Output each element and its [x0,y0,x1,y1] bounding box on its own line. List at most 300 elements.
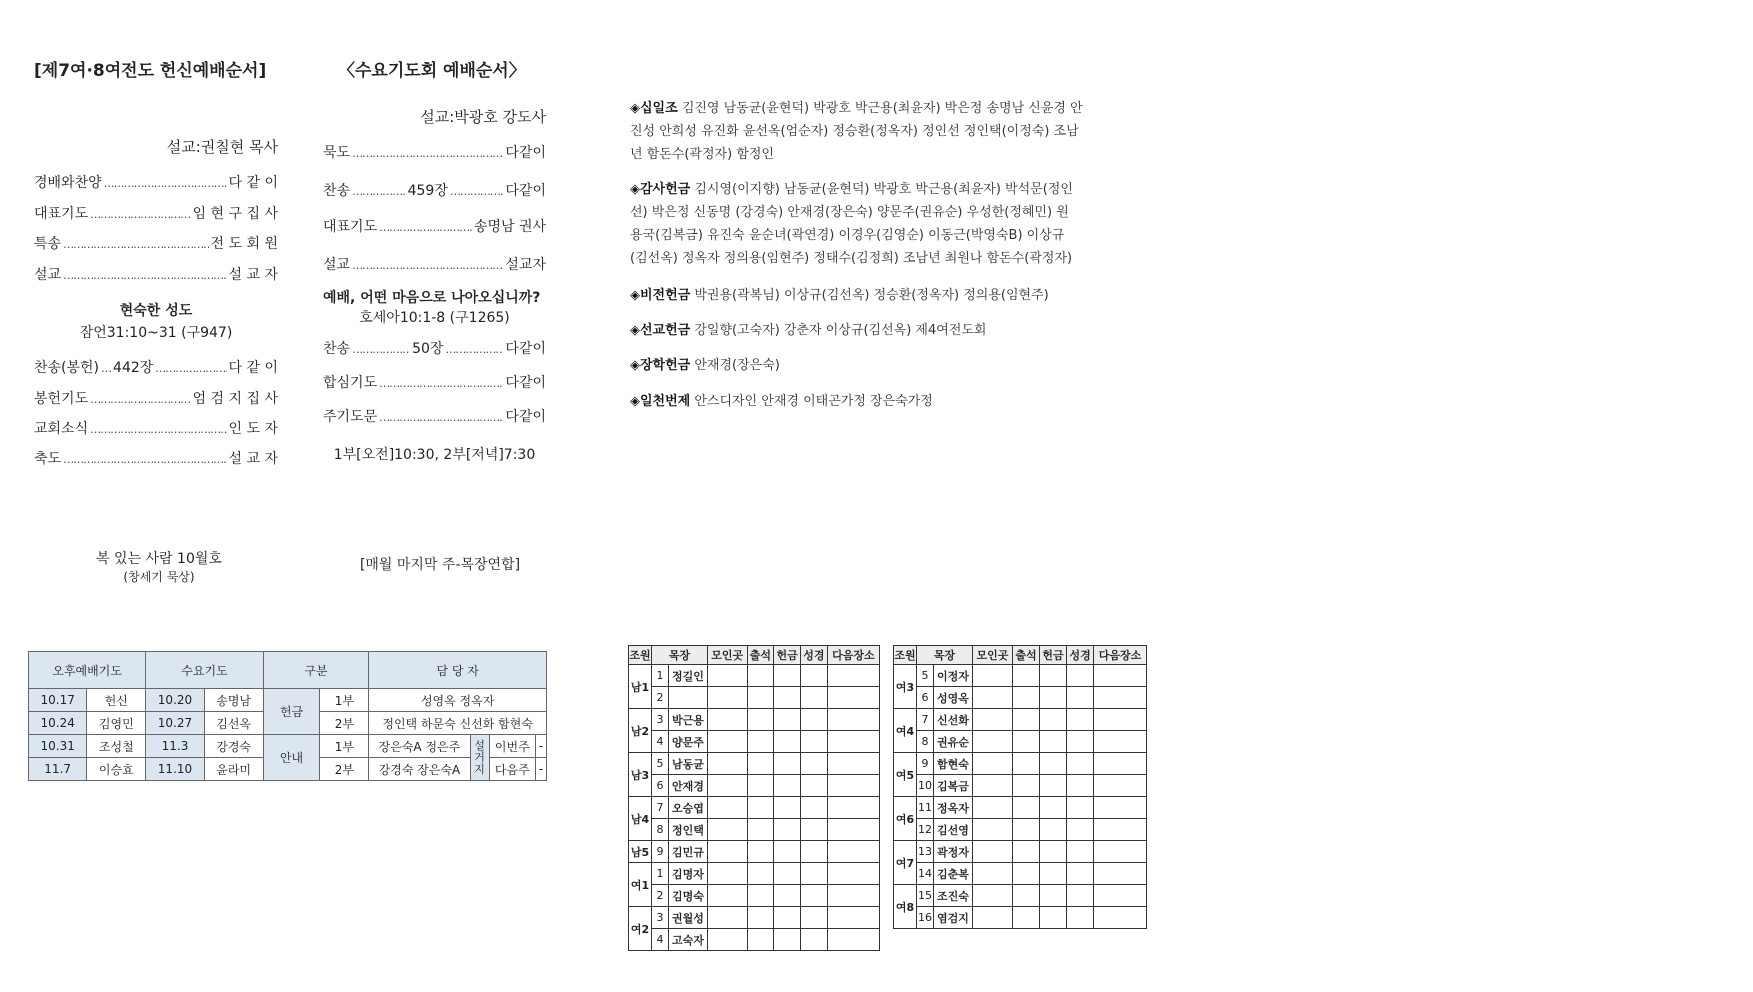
middle-scripture: 호세아10:1-8 (구1265) [359,310,510,326]
left-sermon-title: 현숙한 성도 [119,303,193,319]
offering-cell[interactable] [774,687,801,709]
member-number: 10 [917,775,934,797]
duty-header-row [29,652,547,689]
table-row [894,885,1147,907]
member-name: 오승엽 [669,797,708,819]
group-label: 여8 [894,885,917,929]
bible-cell[interactable] [800,863,827,885]
offering-cell[interactable] [1040,819,1067,841]
bible-cell[interactable] [800,841,827,863]
next-place-cell[interactable] [827,753,879,775]
next-place-cell[interactable] [1094,687,1147,709]
meet-place-cell[interactable] [708,665,748,687]
order-value: 설 교 자 [228,267,278,283]
duty-cell: 윤라미 [204,758,263,781]
middle-sermon-title: 예배, 어떤 마음으로 나아오십니까? [323,290,541,306]
offering-names: 용국(김복금) 유진숙 윤순녀(곽연경) 이경우(김영순) 이동근(박영숙B) 이상규 [630,228,1065,243]
group-label: 남1 [629,665,652,709]
offering-names: 년 함돈수(곽정자) 함정인 [630,147,774,162]
next-place-cell[interactable] [1094,797,1147,819]
member-number: 5 [652,753,669,775]
member-name: 함현숙 [934,753,973,775]
next-place-cell[interactable] [827,885,879,907]
attendance-header-row [894,646,1147,665]
left-order-row [34,357,278,377]
bible-cell[interactable] [800,885,827,907]
offering-cell[interactable] [1040,731,1067,753]
member-number: 8 [917,731,934,753]
attendance-header: 조원 [894,646,917,665]
bible-cell[interactable] [800,709,827,731]
bible-cell[interactable] [1067,753,1094,775]
offering-cell[interactable] [1040,709,1067,731]
attendance-cell[interactable] [1012,863,1039,885]
offering-label: ◈감사헌금 [630,182,691,197]
offering-line [630,354,1150,377]
bible-cell[interactable] [1067,819,1094,841]
member-name [669,687,708,709]
table-row [629,863,880,885]
order-value: 다같이 [505,375,546,391]
attendance-cell[interactable] [1012,841,1039,863]
meet-place-cell[interactable] [973,709,1013,731]
offering-cell[interactable] [1040,687,1067,709]
meet-place-cell[interactable] [708,775,748,797]
offering-line [630,201,1150,224]
bible-cell[interactable] [1067,687,1094,709]
duty-cell: 2부 [320,758,369,781]
member-number: 2 [652,885,669,907]
order-label: 합심기도 [323,375,378,391]
group-label: 여6 [894,797,917,841]
order-mid: 459장 [407,183,448,199]
attendance-cell[interactable] [1012,797,1039,819]
offering-cell[interactable] [1040,797,1067,819]
table-row [629,797,880,819]
bible-cell[interactable] [1067,841,1094,863]
next-place-cell[interactable] [1094,753,1147,775]
attendance-cell[interactable] [747,753,774,775]
offering-label: ◈일천번제 [630,394,691,409]
duty-header: 수요기도 [146,652,263,689]
table-row [894,907,1147,929]
attendance-cell[interactable] [747,687,774,709]
meet-place-cell[interactable] [973,907,1013,929]
member-name: 성영옥 [934,687,973,709]
table-row [894,797,1147,819]
meet-place-cell[interactable] [973,797,1013,819]
table-row [629,819,880,841]
middle-order-row [323,372,546,392]
attendance-cell[interactable] [1012,775,1039,797]
attendance-cell[interactable] [747,665,774,687]
order-label: 교회소식 [34,421,89,437]
next-place-cell[interactable] [827,797,879,819]
bible-cell[interactable] [800,687,827,709]
left-scripture: 잠언31:10~31 (구947) [79,325,233,341]
bible-cell[interactable] [1067,885,1094,907]
offering-line [630,120,1150,143]
member-name: 안재경 [669,775,708,797]
attendance-cell[interactable] [747,929,774,951]
offering-entry [630,97,1150,166]
attendance-header: 다음장소 [827,646,879,665]
order-mid: 50장 [412,341,444,357]
meet-place-cell[interactable] [708,885,748,907]
offering-line [630,284,1150,307]
attendance-cell[interactable] [747,863,774,885]
group-label: 여2 [629,907,652,951]
meet-place-cell[interactable] [708,709,748,731]
offering-entry [630,284,1150,307]
order-label: 대표기도 [323,219,378,235]
attendance-header: 목장 [917,646,973,665]
offering-cell[interactable] [774,775,801,797]
offering-label: ◈장학헌금 [630,358,691,373]
offering-names: 안스디자인 안재경 이태곤가정 장은숙가정 [694,394,933,409]
member-name: 곽정자 [934,841,973,863]
meet-place-cell[interactable] [973,863,1013,885]
middle-order-row [323,142,546,162]
duty-cell: 11.3 [146,735,204,758]
duty-cell: 송명남 [204,689,263,712]
left-order-row [34,203,278,223]
offering-cell[interactable] [1040,753,1067,775]
next-place-cell[interactable] [827,687,879,709]
member-name: 이정자 [934,665,973,687]
offering-cell[interactable] [774,797,801,819]
member-name: 김선영 [934,819,973,841]
attendance-header: 헌금 [1040,646,1067,665]
meet-place-cell[interactable] [708,841,748,863]
attendance-cell[interactable] [1012,819,1039,841]
order-label: 설교 [323,257,351,273]
middle-footer: [매월 마지막 주-목장연합] [359,557,521,573]
next-place-cell[interactable] [827,665,879,687]
member-number: 13 [917,841,934,863]
offering-cell[interactable] [774,731,801,753]
offering-cell[interactable] [1040,775,1067,797]
duty-cell: 다음주 [489,758,536,781]
duty-cell: 김영민 [87,712,146,735]
attendance-cell[interactable] [1012,885,1039,907]
offering-names: (김선옥) 정옥자 정의용(임현주) 정태수(김정희) 조남년 최원나 함돈수(곽정자) [630,251,1073,266]
offering-line [630,319,1150,342]
table-row [629,709,880,731]
attendance-header: 출석 [747,646,774,665]
group-label: 남5 [629,841,652,863]
member-number: 2 [652,687,669,709]
attendance-cell[interactable] [747,731,774,753]
meet-place-cell[interactable] [708,731,748,753]
next-place-cell[interactable] [1094,907,1147,929]
bible-cell[interactable] [800,731,827,753]
offering-cell[interactable] [774,819,801,841]
meet-place-cell[interactable] [973,665,1013,687]
next-place-cell[interactable] [1094,863,1147,885]
member-name: 고숙자 [669,929,708,951]
middle-order-row [323,406,546,426]
attendance-cell[interactable] [1012,709,1039,731]
meet-place-cell[interactable] [973,885,1013,907]
next-place-cell[interactable] [827,731,879,753]
order-label: 대표기도 [34,206,89,222]
table-row [629,731,880,753]
member-name: 정옥자 [934,797,973,819]
attendance-header: 조원 [629,646,652,665]
order-value: 송명남 권사 [473,219,546,235]
meet-place-cell[interactable] [708,753,748,775]
duty-cell: 이승효 [87,758,146,781]
meet-place-cell[interactable] [708,797,748,819]
duty-cell: 10.31 [29,735,87,758]
offering-cell[interactable] [774,863,801,885]
attendance-cell[interactable] [747,819,774,841]
offering-cell[interactable] [1040,907,1067,929]
member-number: 7 [652,797,669,819]
duty-header: 구분 [263,652,369,689]
member-number: 6 [917,687,934,709]
next-place-cell[interactable] [827,929,879,951]
meet-place-cell[interactable] [973,687,1013,709]
duty-cell: 1부 [320,735,369,758]
table-row [894,753,1147,775]
left-order-row [34,418,278,438]
member-number: 8 [652,819,669,841]
duty-cell: 조성철 [87,735,146,758]
member-number: 7 [917,709,934,731]
duty-cell: 이번주 [489,735,536,758]
order-value: 다 같 이 [228,360,278,376]
group-label: 여5 [894,753,917,797]
meet-place-cell[interactable] [973,753,1013,775]
offering-label: ◈비전헌금 [630,288,691,303]
attendance-header: 성경 [1067,646,1094,665]
meet-place-cell[interactable] [973,731,1013,753]
order-value: 임 현 구 집 사 [192,206,278,222]
next-place-cell[interactable] [827,863,879,885]
duty-cell: 장은숙A 정은주 [369,735,470,758]
member-number: 5 [917,665,934,687]
bible-cell[interactable] [1067,665,1094,687]
table-row [629,753,880,775]
offering-names: 선) 박은정 신동명 (강경숙) 안재경(장은숙) 양문주(권유순) 우성한(정혜민) 원 [630,205,1069,220]
attendance-header: 모인곳 [973,646,1013,665]
member-number: 4 [652,929,669,951]
bible-cell[interactable] [800,665,827,687]
bible-cell[interactable] [800,929,827,951]
order-value: 전 도 회 원 [210,236,278,252]
attendance-header: 목장 [652,646,708,665]
duty-cell: 성영옥 정옥자 [369,689,547,712]
bible-cell[interactable] [800,819,827,841]
member-name: 조진숙 [934,885,973,907]
member-name: 염검지 [934,907,973,929]
bible-cell[interactable] [1067,907,1094,929]
next-place-cell[interactable] [1094,819,1147,841]
next-place-cell[interactable] [1094,775,1147,797]
member-number: 14 [917,863,934,885]
bible-cell[interactable] [800,775,827,797]
duty-cell: 김선옥 [204,712,263,735]
offering-names: 진성 안희성 유진화 윤선옥(엄순자) 정승환(정옥자) 정인선 정인택(이정숙) 조남 [630,124,1079,139]
bible-cell[interactable] [1067,797,1094,819]
order-value: 다같이 [505,409,546,425]
table-row [894,863,1147,885]
meet-place-cell[interactable] [708,929,748,951]
order-label: 주기도문 [323,409,378,425]
bible-cell[interactable] [1067,863,1094,885]
order-value: 다 같 이 [228,175,278,191]
table-row [629,929,880,951]
offering-line [630,224,1150,247]
offering-line [630,390,1150,413]
middle-order-row [323,216,546,236]
member-name: 남동균 [669,753,708,775]
next-place-cell[interactable] [1094,731,1147,753]
member-name: 김민규 [669,841,708,863]
attendance-cell[interactable] [1012,907,1039,929]
bible-cell[interactable] [1067,775,1094,797]
table-row [629,775,880,797]
attendance-table-right [893,645,1147,929]
offering-cell[interactable] [774,841,801,863]
left-order-row [34,233,278,253]
order-value: 다같이 [505,183,546,199]
table-row [894,665,1147,687]
table-row [629,665,880,687]
meet-place-cell[interactable] [973,841,1013,863]
meet-place-cell[interactable] [973,819,1013,841]
order-label: 설교 [34,267,62,283]
attendance-cell[interactable] [1012,665,1039,687]
bible-cell[interactable] [1067,731,1094,753]
bible-cell[interactable] [1067,709,1094,731]
left-order-row [34,448,278,468]
order-label: 찬송(봉헌) [34,360,100,376]
offering-names: 강일향(고숙자) 강춘자 이상규(김선옥) 제4여전도회 [694,323,987,338]
member-number: 9 [917,753,934,775]
offering-cell[interactable] [1040,863,1067,885]
offering-names: 안재경(장은숙) [694,358,780,373]
middle-section-title: 〈수요기도회 예배순서〉 [338,61,526,81]
member-name: 양문주 [669,731,708,753]
offering-cell[interactable] [774,929,801,951]
bible-cell[interactable] [800,907,827,929]
table-row [629,687,880,709]
member-name: 김춘복 [934,863,973,885]
attendance-cell[interactable] [747,709,774,731]
attendance-cell[interactable] [747,885,774,907]
offering-cell[interactable] [774,907,801,929]
duty-cell: 10.17 [29,689,87,712]
next-place-cell[interactable] [827,775,879,797]
bible-cell[interactable] [800,753,827,775]
attendance-cell[interactable] [747,797,774,819]
member-name: 권월성 [669,907,708,929]
attendance-cell[interactable] [1012,731,1039,753]
offering-entry [630,178,1150,270]
table-row [894,709,1147,731]
meet-place-cell[interactable] [708,687,748,709]
order-mid: 442장 [113,360,154,376]
member-number: 6 [652,775,669,797]
group-label: 남3 [629,753,652,797]
duty-cell: 정인택 하문숙 신선화 함현숙 [369,712,547,735]
table-row [894,819,1147,841]
group-label: 여3 [894,665,917,709]
next-place-cell[interactable] [1094,665,1147,687]
offering-cell[interactable] [774,709,801,731]
member-number: 4 [652,731,669,753]
offering-line [630,178,1150,201]
order-value: 다같이 [505,341,546,357]
meet-place-cell[interactable] [708,819,748,841]
next-place-cell[interactable] [1094,841,1147,863]
attendance-cell[interactable] [1012,687,1039,709]
member-number: 16 [917,907,934,929]
next-place-cell[interactable] [827,709,879,731]
member-name: 정인택 [669,819,708,841]
next-place-cell[interactable] [1094,885,1147,907]
member-number: 1 [652,665,669,687]
order-label: 봉헌기도 [34,391,89,407]
attendance-cell[interactable] [747,907,774,929]
offering-cell[interactable] [1040,885,1067,907]
offering-cell[interactable] [1040,841,1067,863]
member-name: 권유순 [934,731,973,753]
duty-table [28,651,547,781]
middle-times: 1부[오전]10:30, 2부[저녁]7:30 [333,447,536,463]
offering-line [630,97,1150,120]
offering-cell[interactable] [774,753,801,775]
next-place-cell[interactable] [1094,709,1147,731]
meet-place-cell[interactable] [708,863,748,885]
group-label: 남4 [629,797,652,841]
meet-place-cell[interactable] [708,907,748,929]
attendance-cell[interactable] [747,775,774,797]
middle-order-row [323,338,546,358]
order-value: 엄 검 지 집 사 [192,391,278,407]
bible-cell[interactable] [800,797,827,819]
left-preacher: 설교:권칠현 목사 [166,138,278,156]
order-label: 찬송 [323,183,351,199]
offering-cell[interactable] [1040,665,1067,687]
attendance-table-left [628,645,880,951]
next-place-cell[interactable] [827,819,879,841]
left-order-row [34,388,278,408]
attendance-header-row [629,646,880,665]
attendance-header: 헌금 [774,646,801,665]
meet-place-cell[interactable] [973,775,1013,797]
order-value: 다같이 [505,145,546,161]
offering-cell[interactable] [774,885,801,907]
table-row [894,731,1147,753]
attendance-cell[interactable] [747,841,774,863]
duty-cell: 2부 [320,712,369,735]
attendance-header: 성경 [800,646,827,665]
next-place-cell[interactable] [827,907,879,929]
attendance-cell[interactable] [1012,753,1039,775]
attendance-header: 다음장소 [1094,646,1147,665]
offering-names: 박권용(곽복님) 이상규(김선옥) 정승환(정옥자) 정의용(임현주) [694,288,1049,303]
next-place-cell[interactable] [827,841,879,863]
offering-cell[interactable] [774,665,801,687]
table-row [894,841,1147,863]
left-footer-sub: (창세기 묵상) [123,570,195,584]
member-number: 11 [917,797,934,819]
table-row [894,775,1147,797]
